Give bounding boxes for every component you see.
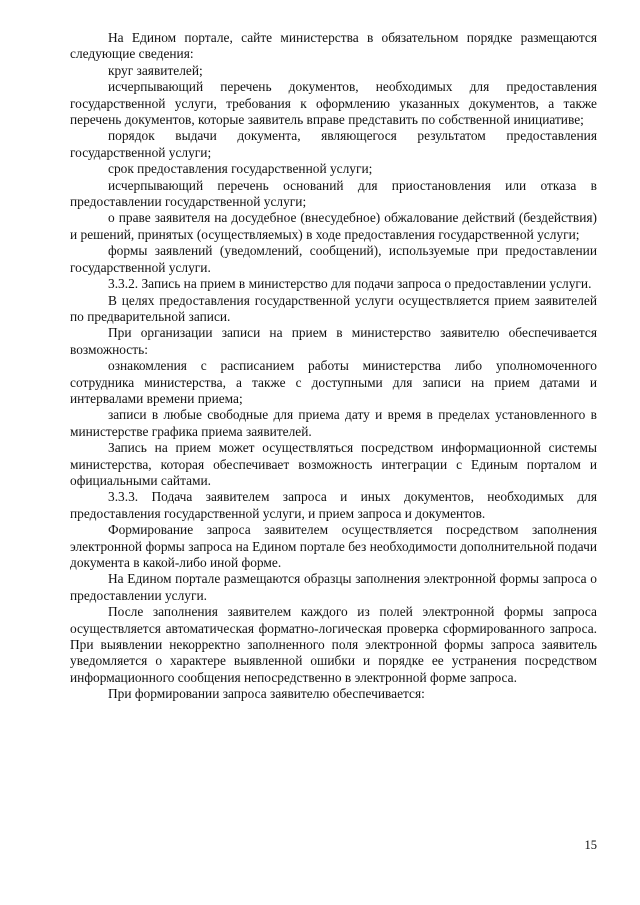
paragraph: формы заявлений (уведомлений, сообщений), используемые при предоставлении государственной услуги. bbox=[70, 243, 597, 275]
paragraph: При организации записи на прием в министерство заявителю обеспечивается возможность: bbox=[70, 325, 597, 357]
paragraph: исчерпывающий перечень документов, необходимых для предоставления государственной услуги, требования к оформлению указанных документов, а также перечень документов, которые заявитель вправе представить по собственной инициативе; bbox=[70, 79, 597, 128]
paragraph: После заполнения заявителем каждого из полей электронной формы запроса осуществляется автоматическая форматно-логическая проверка сформированного запроса. При выявлении некорректно заполненного поля электронной формы запроса заявитель уведомляется о характере выявленной ошибки и порядке ее устранения посредством информационного сообщения непосредственно в электронной форме запроса. bbox=[70, 604, 597, 685]
paragraph: порядок выдачи документа, являющегося результатом предоставления государственной услуги; bbox=[70, 128, 597, 160]
paragraph: записи в любые свободные для приема дату и время в пределах установленного в министерстве графика приема заявителей. bbox=[70, 407, 597, 439]
paragraph: исчерпывающий перечень оснований для приостановления или отказа в предоставлении государственной услуги; bbox=[70, 177, 597, 210]
paragraph: о праве заявителя на досудебное (внесудебное) обжалование действий (бездействия) и решений, принятых (осуществляемых) в ходе предоставления государственной услуги; bbox=[70, 210, 597, 242]
paragraph: Формирование запроса заявителем осуществляется посредством заполнения электронной формы запроса на Едином портале без необходимости дополнительной подачи документа в какой-либо иной форме. bbox=[70, 522, 597, 570]
paragraph: На Едином портале размещаются образцы заполнения электронной формы запроса о предоставлении услуги. bbox=[70, 571, 597, 603]
paragraph: круг заявителей; bbox=[108, 62, 203, 78]
paragraph: срок предоставления государственной услуги; bbox=[108, 161, 373, 177]
paragraph: ознакомления с расписанием работы министерства либо уполномоченного сотрудника министерства, а также с доступными для записи на прием датами и интервалами времени приема; bbox=[70, 358, 597, 406]
paragraph: На Едином портале, сайте министерства в обязательном порядке размещаются следующие сведения: bbox=[70, 30, 597, 62]
section-heading: 3.3.3. Подача заявителем запроса и иных документов, необходимых для предоставления государственной услуги, и прием запроса и документов. bbox=[70, 489, 597, 521]
section-heading: 3.3.2. Запись на прием в министерство для подачи запроса о предоставлении услуги. bbox=[108, 276, 592, 292]
document-body bbox=[70, 30, 597, 703]
page-number: 15 bbox=[584, 838, 597, 852]
paragraph: При формировании запроса заявителю обеспечивается: bbox=[108, 686, 425, 702]
paragraph: В целях предоставления государственной услуги осуществляется прием заявителей по предварительной записи. bbox=[70, 292, 597, 324]
paragraph: Запись на прием может осуществляться посредством информационной системы министерства, которая обеспечивает возможность интеграции с Единым порталом и официальными сайтами. bbox=[70, 440, 597, 488]
